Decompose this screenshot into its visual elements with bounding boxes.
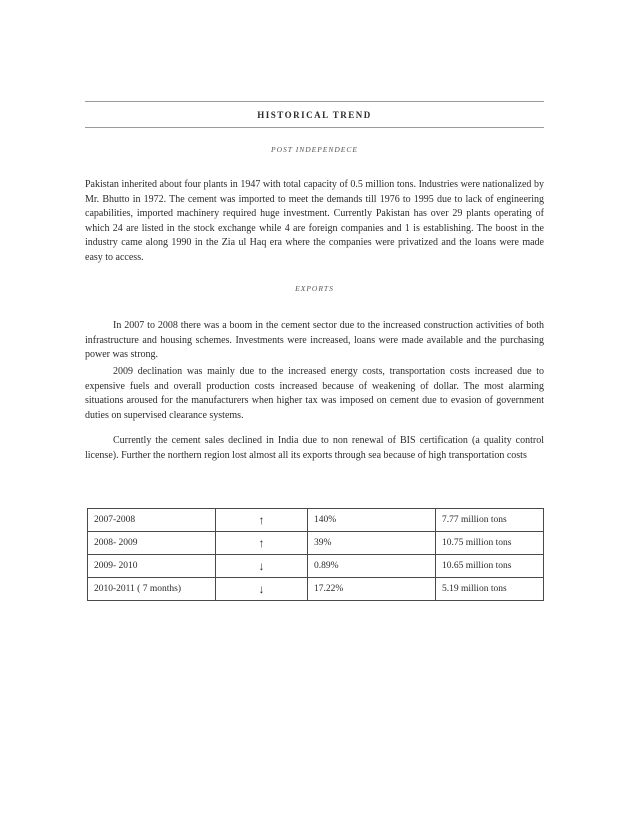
down-arrow-icon: ↓: [216, 578, 308, 601]
period-cell: 2008- 2009: [88, 532, 216, 555]
period-cell: 2010-2011 ( 7 months): [88, 578, 216, 601]
volume-cell: 5.19 million tons: [436, 578, 544, 601]
volume-cell: 10.75 million tons: [436, 532, 544, 555]
intro-paragraph: Pakistan inherited about four plants in 1947 with total capacity of 0.5 million tons. Industries were nationalized by Mr. Bhutto in 1972. The cement was imported to meet the demands till 1976 to 1995 due to lack of engineering capabilities, imported machinery required huge investment. Currently Pakistan has over 29 plants operating of which 24 are listed in the stock exchange while 4 are foreign companies and 1 is establishing. The boost in the industry came along 1990 in the Zia ul Haq era where the companies were privatized and the loans were made easy to access.: [85, 179, 544, 263]
table-row: [88, 555, 544, 578]
exports-subheading: EXPORTS: [295, 284, 334, 293]
title-rule: [85, 127, 544, 128]
cement-trend-table: [87, 508, 544, 601]
period-cell: 2007-2008: [88, 509, 216, 532]
table-row: [88, 509, 544, 532]
post-independence-subheading: POST INDEPENDECE: [271, 145, 358, 154]
down-arrow-icon: ↓: [216, 555, 308, 578]
top-rule: [85, 101, 544, 102]
volume-cell: 10.65 million tons: [436, 555, 544, 578]
change-cell: 140%: [308, 509, 436, 532]
up-arrow-icon: ↑: [216, 509, 308, 532]
volume-cell: 7.77 million tons: [436, 509, 544, 532]
exports-paragraph-boom: In 2007 to 2008 there was a boom in the cement sector due to the increased construction activities of both infrastructure and housing schemes. Investments were increased, loans were made available and the purchasing power was strong.: [85, 320, 544, 360]
page-title: HISTORICAL TREND: [257, 110, 372, 120]
table-row: [88, 578, 544, 601]
exports-paragraph-current: Currently the cement sales declined in India due to non renewal of BIS certification (a quality control license). Further the northern region lost almost all its exports through sea because of high transportation costs: [85, 435, 544, 461]
period-cell: 2009- 2010: [88, 555, 216, 578]
change-cell: 39%: [308, 532, 436, 555]
up-arrow-icon: ↑: [216, 532, 308, 555]
change-cell: 17.22%: [308, 578, 436, 601]
table-row: [88, 532, 544, 555]
exports-paragraph-declination: 2009 declination was mainly due to the increased energy costs, transportation costs increased due to expensive fuels and overall production costs increased because of weakening of dollar. The most alarming situations aroused for the manufacturers when higher tax was imposed on cement due to evasion of government duties on supervised clearance systems.: [85, 366, 544, 421]
change-cell: 0.89%: [308, 555, 436, 578]
